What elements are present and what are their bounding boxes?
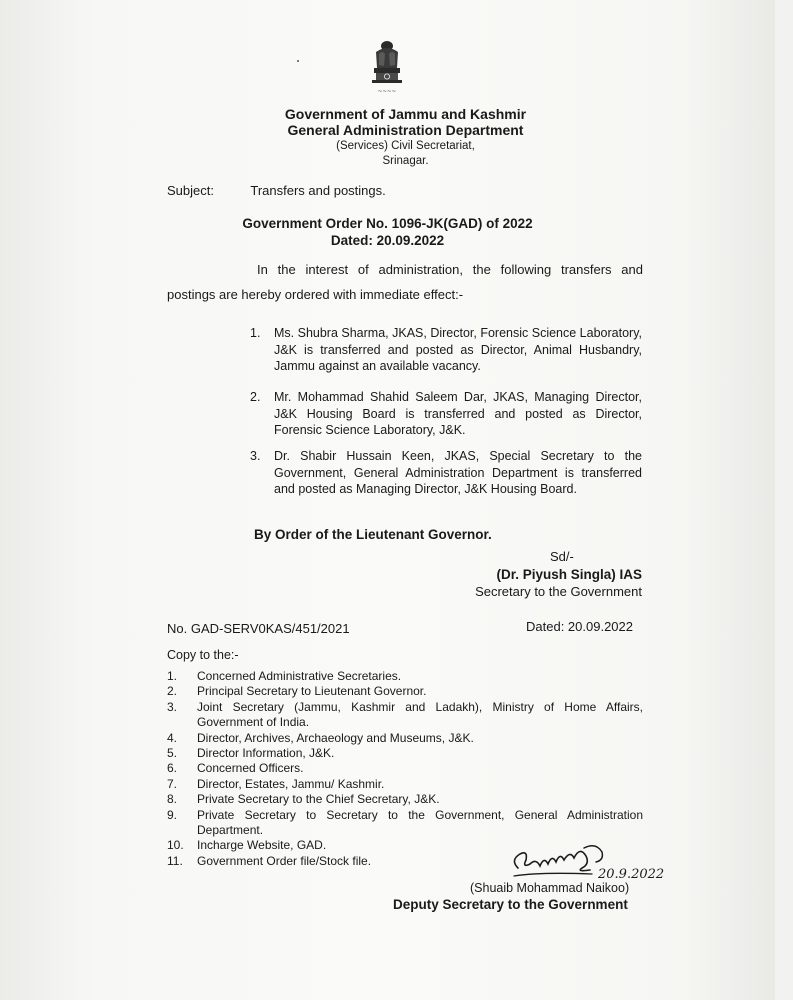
copy-number: 11. (167, 853, 183, 868)
emblem-motto: ~~~~ (377, 89, 397, 95)
deputy-secretary-name: (Shuaib Mohammad Naikoo) (470, 881, 630, 895)
copy-text: Principal Secretary to Lieutenant Governor. (197, 684, 427, 699)
reference-number: No. GAD-SERV0KAS/451/2021 (167, 621, 350, 636)
copy-number: 4. (167, 730, 178, 745)
copy-text: Concerned Officers. (197, 761, 304, 776)
copy-number: 6. (167, 761, 178, 776)
scan-speck (297, 60, 299, 62)
subject-line (167, 183, 386, 198)
header-department: General Administration Department (287, 122, 524, 138)
copy-text: Joint Secretary (Jammu, Kashmir and Ladakh), Ministry of Home Affairs, Government of India. (197, 699, 643, 730)
order-number: Government Order No. 1096-JK(GAD) of 2022 (242, 216, 533, 231)
signature-date: 20.9.2022 (598, 867, 665, 882)
copy-text: Director, Estates, Jammu/ Kashmir. (197, 776, 385, 791)
subject-text: Transfers and postings. (250, 183, 386, 198)
sd-mark: Sd/- (550, 549, 574, 564)
intro-line-2: postings are hereby ordered with immediate effect:- (167, 287, 464, 302)
list-item (167, 684, 643, 699)
copy-text: Concerned Administrative Secretaries. (197, 669, 402, 683)
copy-to-heading: Copy to the:- (167, 648, 239, 662)
list-item (167, 808, 643, 839)
header-office: (Services) Civil Secretariat, (336, 140, 475, 152)
by-order-line: By Order of the Lieutenant Governor. (254, 527, 492, 542)
copy-number: 8. (167, 792, 178, 807)
signer-name: (Dr. Piyush Singla) IAS (496, 567, 642, 582)
header-city: Srinagar. (382, 155, 429, 167)
intro-line-1: In the interest of administration, the following transfers and (257, 262, 643, 277)
copy-number: 7. (167, 776, 178, 791)
item-text: Mr. Mohammad Shahid Saleem Dar, JKAS, Managing Director, J&K Housing Board is transferred and posted as Director, Forensic Science Laboratory, J&K. (274, 390, 642, 437)
item-number: 2. (250, 390, 261, 404)
copy-text: Government Order file/Stock file. (197, 853, 372, 868)
copy-text: Private Secretary to Secretary to the Government, General Administration Department. (197, 807, 643, 838)
copy-number: 9. (167, 807, 178, 822)
subject-label: Subject: (167, 183, 214, 198)
list-item (167, 777, 643, 792)
list-item (167, 731, 643, 746)
reference-date: Dated: 20.09.2022 (526, 619, 633, 634)
list-item (167, 746, 643, 761)
item-text: Dr. Shabir Hussain Keen, JKAS, Special Secretary to the Government, General Administration Department is transferred and posted as Managing Director, J&K Housing Board. (274, 449, 642, 496)
header-government: Government of Jammu and Kashmir (284, 106, 527, 122)
copy-number: 5. (167, 746, 178, 761)
copy-text: Private Secretary to the Chief Secretary, J&K. (197, 792, 440, 807)
list-item (167, 792, 643, 807)
copy-number: 10. (167, 838, 184, 853)
state-emblem-icon (364, 38, 410, 104)
list-item (167, 669, 643, 684)
list-item (167, 700, 643, 731)
copy-number: 3. (167, 699, 178, 714)
deputy-secretary-title: Deputy Secretary to the Government (393, 897, 628, 912)
list-item (167, 761, 643, 776)
order-date: Dated: 20.09.2022 (330, 233, 445, 248)
copy-text: Incharge Website, GAD. (197, 838, 327, 853)
copy-text: Director Information, J&K. (197, 746, 335, 761)
copy-number: 1. (167, 669, 178, 683)
signer-title: Secretary to the Government (475, 584, 642, 599)
item-number: 3. (250, 449, 261, 463)
item-number: 1. (250, 326, 261, 340)
copy-number: 2. (167, 684, 178, 699)
copy-text: Director, Archives, Archaeology and Museums, J&K. (197, 730, 474, 745)
item-text: Ms. Shubra Sharma, JKAS, Director, Forensic Science Laboratory, J&K is transferred and posted as Director, Animal Husbandry, Jammu against an available vacancy. (274, 326, 642, 373)
